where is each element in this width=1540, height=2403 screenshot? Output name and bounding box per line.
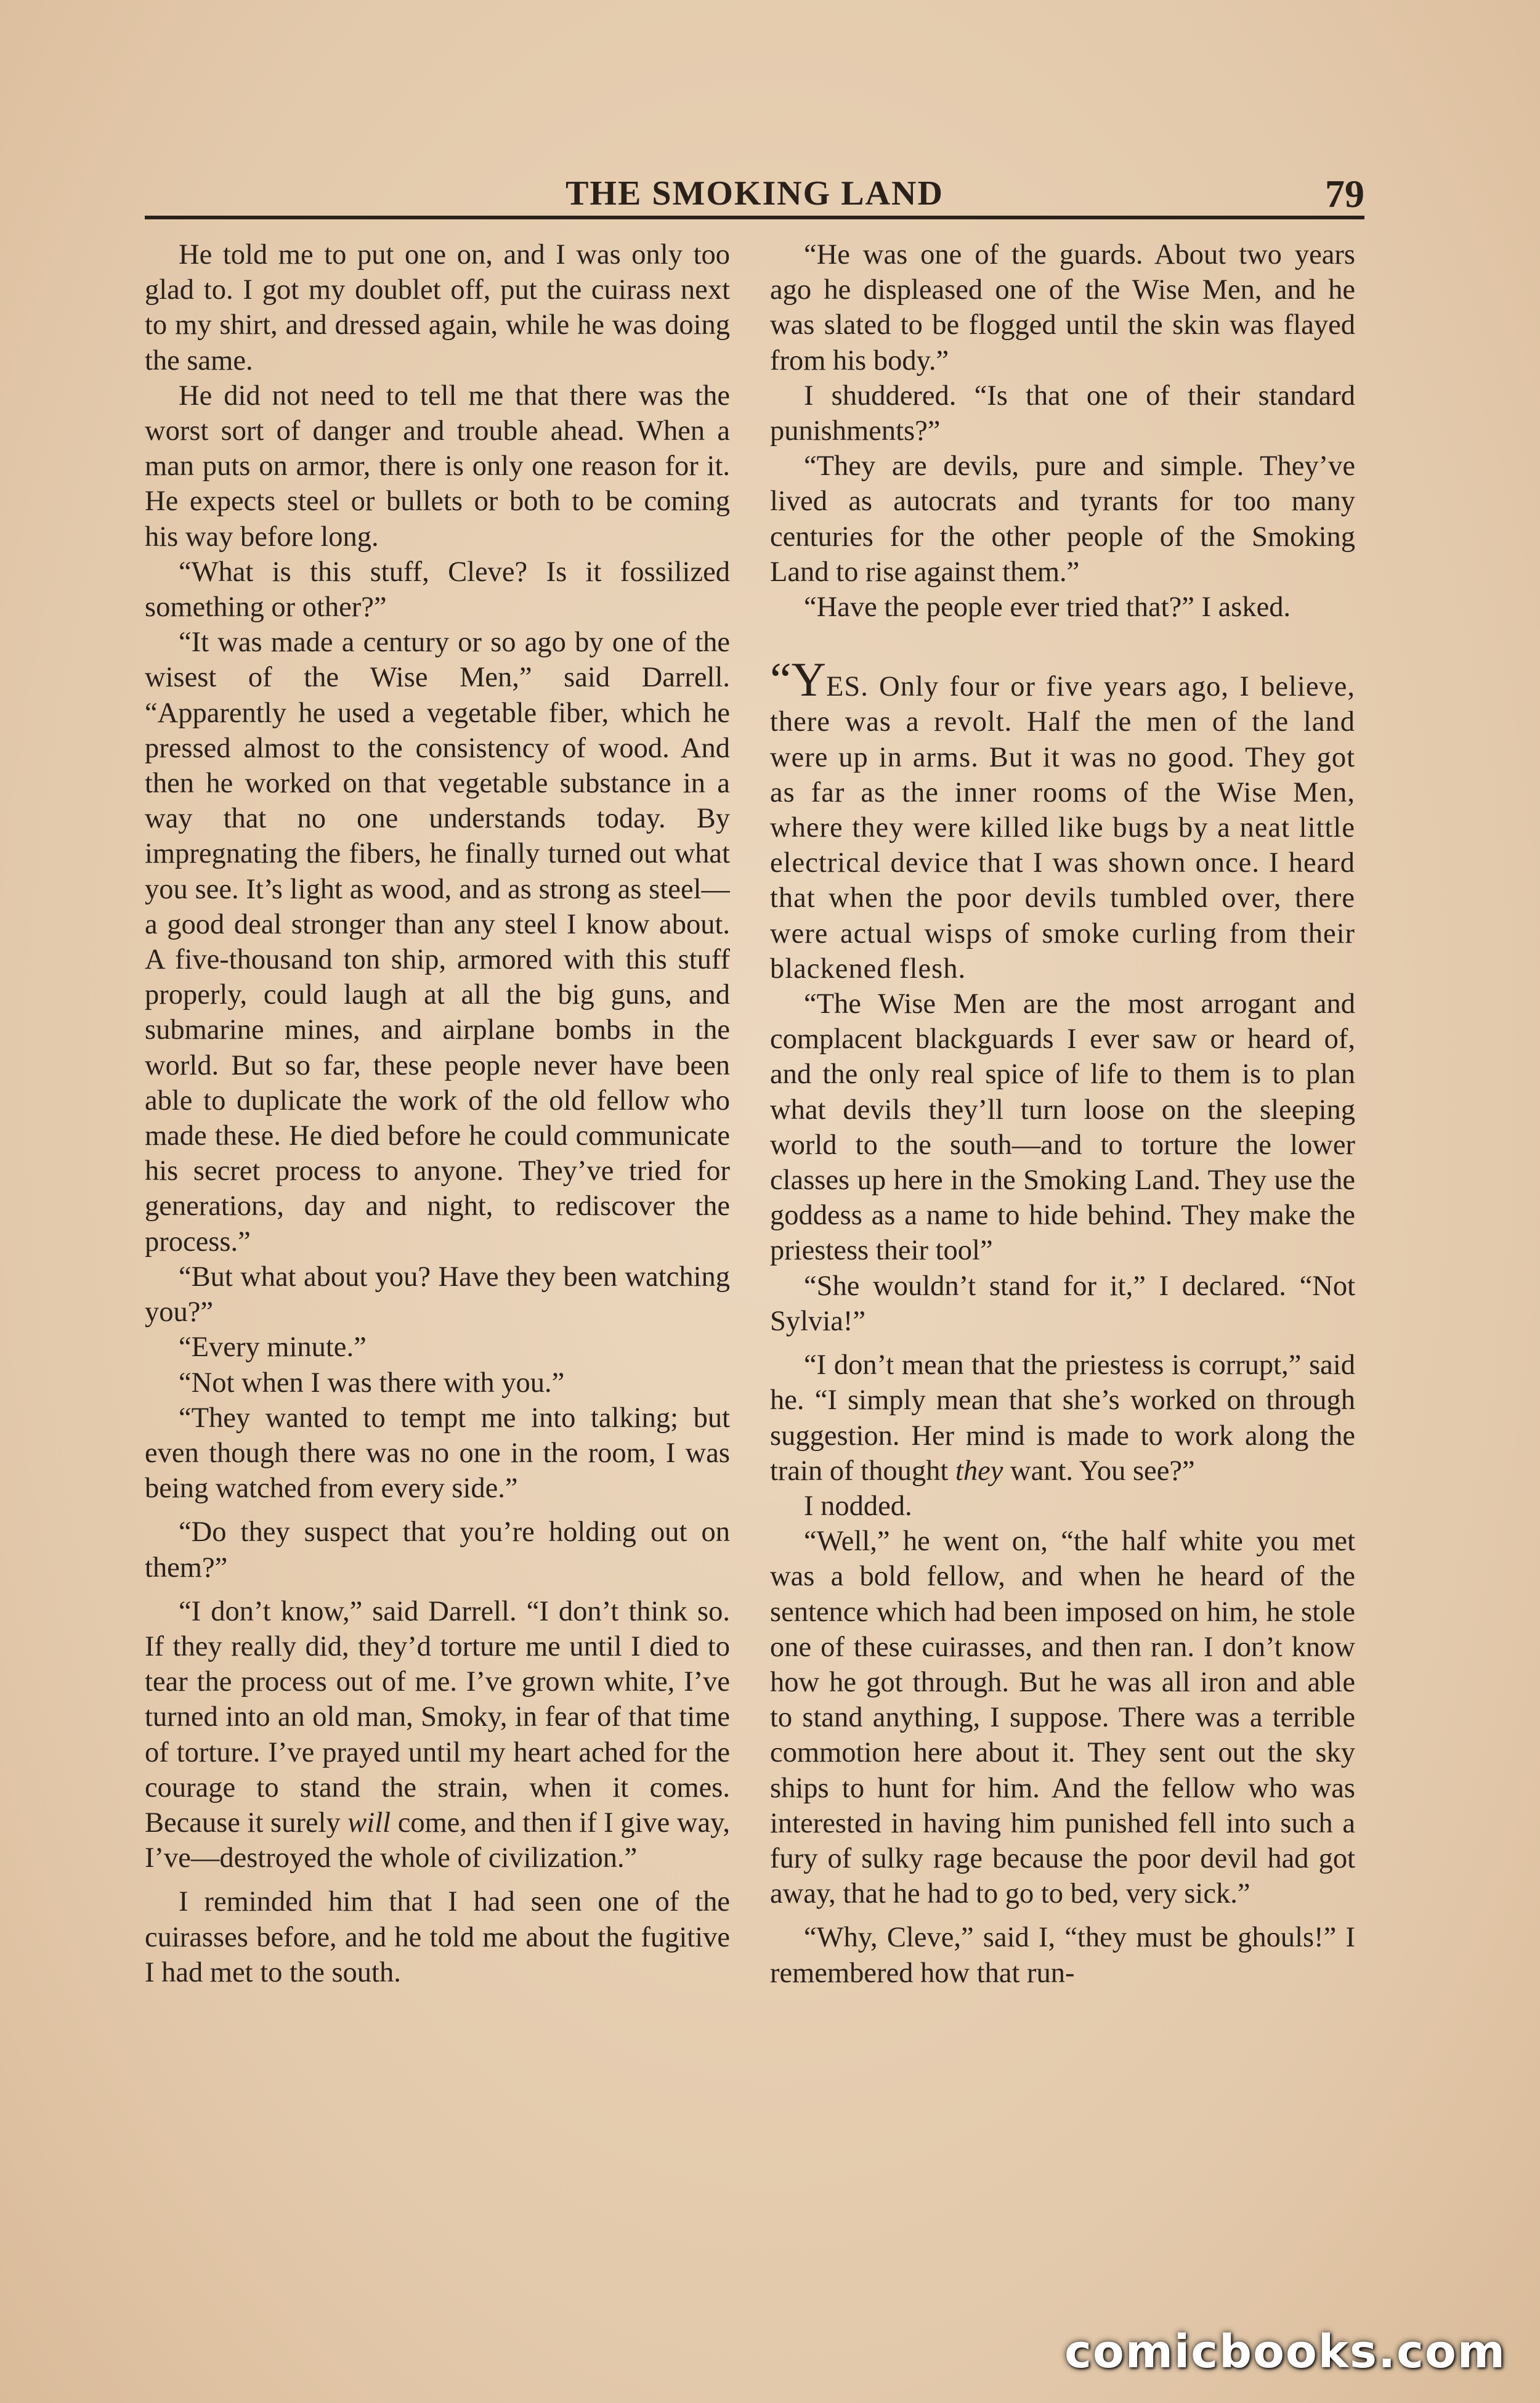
paragraph: “What is this stuff, Cleve? Is it fossilized something or other?” [145,556,730,624]
section-opening-paragraph [770,653,1355,986]
text-run: want. You see?” [1003,1455,1195,1487]
paragraph: “They are devils, pure and simple. They’ve lived as autocrats and tyrants for too many centuries for the other people of the Smoking Land to rise against them.” [770,450,1355,588]
emphasis: they [955,1455,1003,1487]
paragraph [770,1348,1355,1489]
paragraph: “But what about you? Have they been watching you?” [145,1261,730,1328]
paragraph: “He was one of the guards. About two years ago he displeased one of the Wise Men, and he was slated to be flogged until the skin was flayed from his body.” [770,239,1355,376]
text-run: “I don’t mean that the priestess is corrupt,” said he. “I simply mean that she’s worked on through suggestion. Her mind is made to work along the train of thought [770,1349,1355,1487]
left-column [145,237,730,2234]
paragraph: I shuddered. “Is that one of their standard punishments?” [770,380,1355,447]
running-header [145,171,1364,219]
paragraph: I reminded him that I had seen one of the cuirasses before, and he told me about the fugitive I had met to the south. [145,1886,730,1988]
paragraph: “Do they suspect that you’re holding out on them?” [145,1516,730,1584]
page-number: 79 [1325,172,1364,216]
text-run: “I don’t know,” said Darrell. “I don’t think so. If they really did, they’d torture me until I died to tear the process out of me. I’ve grown white, I’ve turned into an old man, Smoky, in fear of that time of torture. I’ve prayed until my heart ached for the courage to stand the strain, when it comes. Because it surely [145,1595,730,1839]
paragraph [145,1594,730,1876]
paragraph: He told me to put one on, and I was only too glad to. I got my doublet off, put the cuirass next to my shirt, and dressed again, while he was doing the same. [145,239,730,376]
paragraph: “Every minute.” [179,1332,367,1364]
right-column [770,237,1355,2234]
watermark: comicbooks.com [1064,2325,1506,2378]
paragraph: He did not need to tell me that there was the worst sort of danger and trouble ahead. When a man puts on armor, there is only one reason for it. He expects steel or bullets or both to be coming his way before long. [145,380,730,553]
text-run: come, and then if I give way, I’ve—destroyed the whole of civilization.” [145,1807,730,1874]
drop-cap: “Y [770,653,826,707]
emphasis: will [347,1807,391,1839]
text-run: ES. Only four or five years ago, I believe, there was a revolt. Half the men of the land were up in arms. But it was no good. They got as far as the inner rooms of the Wise Men, where they were killed like bugs by a neat little electrical device that I was shown once. I heard that when the poor devils tumbled over, there were actual wisps of smoke curling from their blackened flesh. [770,671,1355,985]
paragraph: I nodded. [804,1490,912,1522]
paragraph: “Well,” he went on, “the half white you met was a bold fellow, and when he heard of the sentence which had been imposed on him, he stole one of these cuirasses, and then ran. I don’t know how he got through. But he was all iron and able to stand anything, I suppose. There was a terrible commotion here about it. They sent out the sky ships to hunt for him. And the fellow who was interested in having him punished fell into such a fury of sulky rage because the poor devil had got away, that he had to go to bed, very sick.” [770,1526,1355,1910]
paragraph: “Have the people ever tried that?” I asked. [804,592,1291,624]
paragraph: “Not when I was there with you.” [179,1367,565,1399]
paragraph: “The Wise Men are the most arrogant and complacent blackguards I ever saw or heard of, and the only real spice of life to them is to plan what devils they’ll turn loose on the sleeping world to the south—and to torture the lower classes up here in the Smoking Land. They use the goddess as a name to hide behind. They make the priestess their tool” [770,988,1355,1267]
paragraph: “She wouldn’t stand for it,” I declared. “Not Sylvia!” [770,1270,1355,1337]
paragraph: “They wanted to tempt me into talking; but even though there was no one in the room, I was being watched from every side.” [145,1402,730,1505]
running-title: THE SMOKING LAND [565,174,944,213]
paragraph: “It was made a century or so ago by one of the wisest of the Wise Men,” said Darrell. “Apparently he used a vegetable fiber, which he pressed almost to the consistency of wood. And then he worked on that vegetable substance in a way that no one understands today. By impregnating the fibers, he finally turned out what you see. It’s light as wood, and as strong as steel—a good deal stronger than any steel I know about. A five-thousand ton ship, armored with this stuff properly, could laugh at all the big guns, and submarine mines, and airplane bombs in the world. But so far, these people never have been able to duplicate the work of the old fellow who made these. He died before he could communicate his secret process to anyone. They’ve tried for generations, day and night, to rediscover the process.” [145,627,730,1258]
paragraph: “Why, Cleve,” said I, “they must be ghouls!” I remembered how that run- [770,1922,1355,1989]
